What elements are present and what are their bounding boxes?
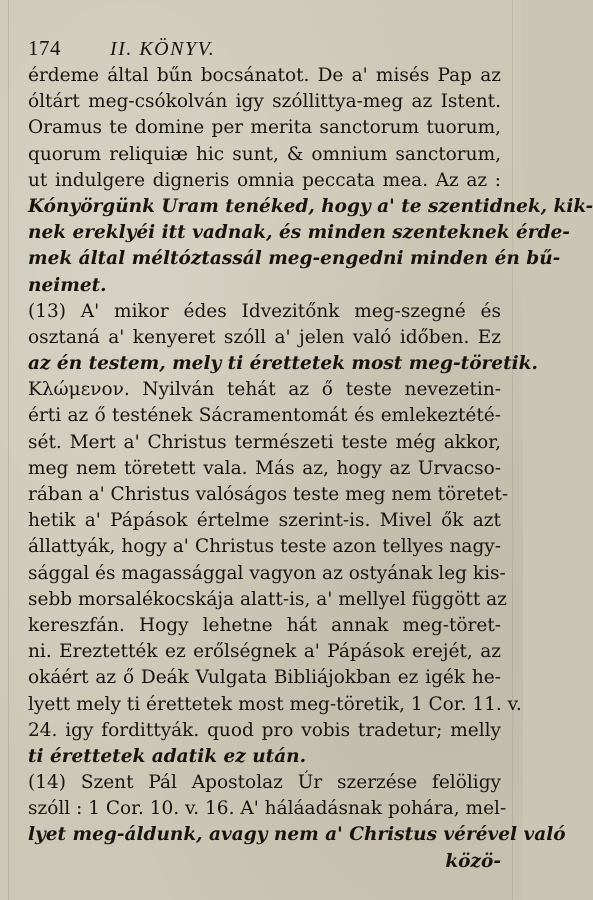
text-line: sággal és magassággal vagyon az ostyának leg kis- xyxy=(28,562,506,584)
text-line: érdeme által bűn bocsánatot. De a' misés Pap az xyxy=(28,65,501,86)
text-line: Oramus te domine per merita sanctorum tuorum, xyxy=(28,117,501,139)
text-line: az én testem, mely ti érettetek most meg-töretik. xyxy=(28,353,538,375)
book-title: II. KÖNYV. xyxy=(110,38,216,60)
text-line: nek ereklyéi itt vadnak, és minden szenteknek érde- xyxy=(28,222,570,244)
running-head xyxy=(28,36,501,63)
text-line: hetik a' Pápások értelme szerint-is. Mivel ők azt xyxy=(28,510,501,532)
text-line: osztaná a' kenyeret szóll a' jelen való időben. Ez xyxy=(28,326,501,348)
text-line: meg nem töretett vala. Más az, hogy az Urvacso- xyxy=(28,457,501,479)
text-line: (14) Szent Pál Apostolaz Úr szerzése felöligy xyxy=(28,772,501,794)
text-line: Kónyörgünk Uram tenéked, hogy a' te szentidnek, kik- xyxy=(28,195,593,217)
text-line: óltárt meg-csókolván igy szóllittya-meg az Istent. xyxy=(28,91,501,113)
text-line: quorum reliquiæ hic sunt, & omnium sanctorum, xyxy=(28,143,501,165)
text-line: (13) A' mikor édes Idvezitőnk meg-szegné és xyxy=(28,300,501,322)
text-line: sebb morsalékocskája alatt-is, a' mellyel függött az xyxy=(28,588,507,610)
text-line: rában a' Christus valóságos teste meg nem töretet- xyxy=(28,484,509,505)
text-line: lyet meg-áldunk, avagy nem a' Christus vérével való xyxy=(28,824,566,846)
text-line: ut indulgere digneris omnia peccata mea. Az az : xyxy=(28,169,501,191)
text-line: szóll : 1 Cor. 10. v. 16. A' háláadásnak pohára, mel- xyxy=(28,798,507,820)
text-line: ni. Ereztették ez erőlségnek a' Pápások erejét, az xyxy=(28,641,501,663)
text-line: kereszfán. Hogy lehetne hát annak meg-töret- xyxy=(28,614,501,636)
text-line: érti az ő testének Sácramentomát és emlekeztété- xyxy=(28,405,501,427)
catchword: közö- xyxy=(445,850,501,872)
text-line: ti érettetek adatik ez után. xyxy=(28,745,307,767)
text-line: Κλώμενον. Nyilván tehát az ő teste nevezetin- xyxy=(28,379,501,401)
text-line: neimet. xyxy=(28,274,107,296)
text-line: állattyák, hogy a' Christus teste azon tellyes nagy- xyxy=(28,536,501,558)
text-line: okáért az ő Deák Vulgata Bibliájokban ez igék he- xyxy=(28,667,501,689)
text-line: sét. Mert a' Christus természeti teste még akkor, xyxy=(28,431,501,453)
text-line: mek által méltóztassál meg-engedni minden én bű- xyxy=(28,248,561,270)
text-line: 24. igy fordittyák. quod pro vobis tradetur; melly xyxy=(28,719,501,741)
text-line: lyett mely ti érettetek most meg-töretik, 1 Cor. 11. v. xyxy=(28,693,522,715)
page-number: 174 xyxy=(28,36,61,60)
